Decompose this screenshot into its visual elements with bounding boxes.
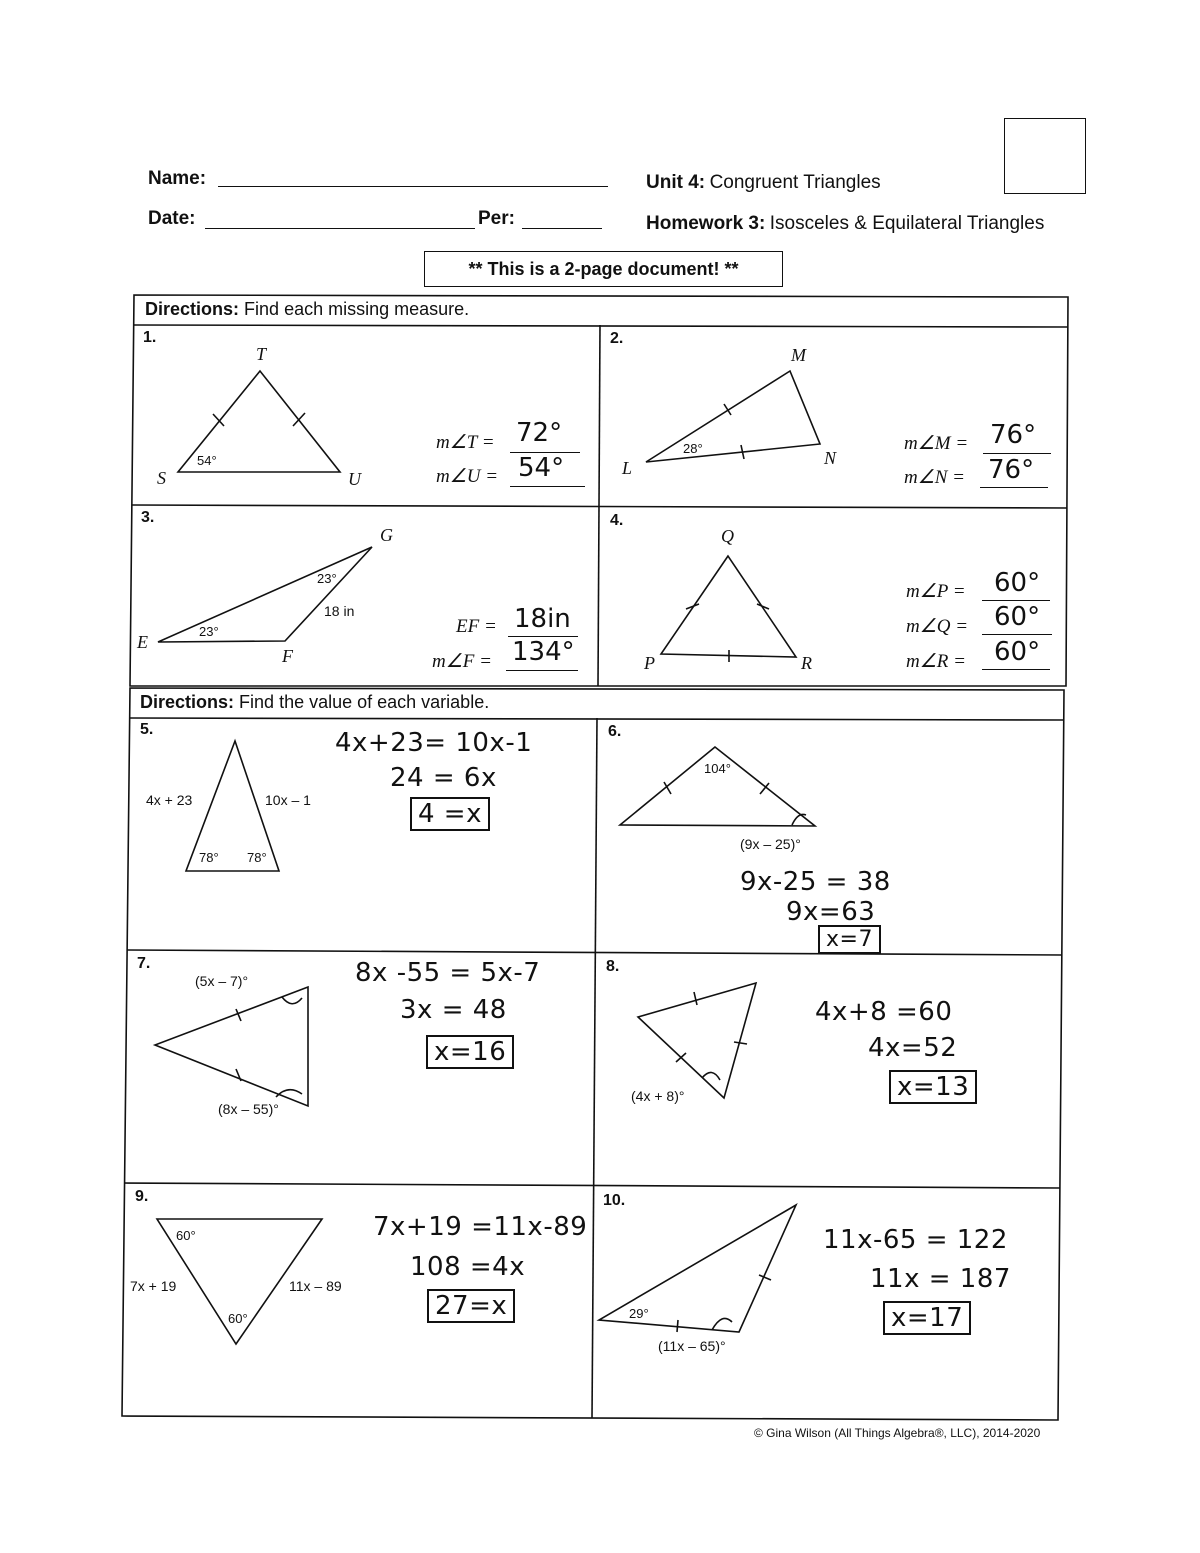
problem-3-answer-2: 134° [512,637,575,667]
directions-2-text: Find the value of each variable. [239,692,490,712]
problem-9-angle-top: 60° [176,1228,196,1243]
problem-2-vertex-n: N [824,448,837,468]
problem-8-answer: x=13 [889,1070,977,1104]
copyright: © Gina Wilson (All Things Algebra®, LLC), 2014-2020 [754,1426,1041,1440]
problem-3-vertex-e: E [137,632,148,652]
problem-7-work-2: 3x = 48 [400,995,507,1025]
problem-1-vertex-s: S [157,468,166,488]
problem-9-side-right: 11x – 89 [289,1278,342,1294]
problem-3-answer-1: 18in [514,604,571,634]
problem-9-answer: 27=x [427,1289,515,1323]
directions-2-label: Directions: [140,692,235,712]
problem-2-vertex-l: L [622,458,633,478]
problem-3-vertex-f: F [282,646,293,666]
problem-3-q2: m∠F = [432,651,492,672]
problem-9-work-1: 7x+19 =11x-89 [373,1212,588,1242]
problem-2-answer-1: 76° [990,420,1037,450]
problem-8-work-1: 4x+8 =60 [815,997,953,1027]
problem-2-number: 2. [610,330,624,347]
problem-1-answer-2: 54° [518,453,565,483]
problem-2-angle-l: 28° [683,441,703,456]
problem-8-angle-exp: (4x + 8)° [631,1088,685,1104]
unit-label: Unit 4: [646,172,706,193]
problem-1-q2: m∠U = [436,466,499,487]
problem-4-answer-1: 60° [994,568,1041,598]
problem-3-vertex-g: G [380,525,393,545]
problem-7-angle-top: (5x – 7)° [195,973,249,989]
problem-5-side-left: 4x + 23 [146,792,193,808]
unit-title: Congruent Triangles [709,172,881,193]
problem-4-q3: m∠R = [906,651,966,672]
problem-7-answer: x=16 [426,1035,514,1069]
problem-1-angle-s: 54° [197,453,217,468]
name-label: Name: [148,168,207,189]
problem-9-number: 9. [135,1188,149,1205]
problem-4-q1: m∠P = [906,581,966,602]
problem-3-number: 3. [141,509,155,526]
problem-10-number: 10. [603,1192,626,1209]
problem-10-work-2: 11x = 187 [870,1264,1011,1294]
problem-1-number: 1. [143,329,157,346]
problem-3-angle-g: 23° [317,571,337,586]
problem-7-work-1: 8x -55 = 5x-7 [355,958,541,988]
problem-8-number: 8. [606,958,620,975]
problem-10-angle-left: 29° [629,1306,649,1321]
problem-10-angle-exp: (11x – 65)° [658,1338,726,1354]
problem-9-angle-bottom: 60° [228,1311,248,1326]
problem-6-answer: x=7 [818,925,881,954]
problem-1-vertex-u: U [348,469,361,489]
problem-5-number: 5. [140,721,154,738]
problem-6-angle-top: 104° [704,761,731,776]
problem-5-work-2: 24 = 6x [390,763,497,793]
problem-7-number: 7. [137,955,151,972]
problem-5-side-right: 10x – 1 [265,792,311,808]
problem-6-number: 6. [608,723,622,740]
problem-3-angle-e: 23° [199,624,219,639]
problem-6-work-2: 9x=63 [786,897,876,927]
problem-6-work-1: 9x-25 = 38 [740,867,891,897]
homework-label: Homework 3: [646,213,766,234]
problem-4-number: 4. [610,512,624,529]
problem-2-vertex-m: M [791,345,806,365]
problem-5-answer: 4 =x [410,797,490,831]
problem-5-angle-left: 78° [199,850,219,865]
problem-2-answer-2: 76° [988,455,1035,485]
problem-4-vertex-p: P [644,653,655,673]
per-label: Per: [478,208,515,229]
directions-1-label: Directions: [145,299,240,319]
problem-1-answer-1: 72° [516,418,563,448]
problem-10-work-1: 11x-65 = 122 [823,1225,1008,1255]
problem-9-side-left: 7x + 19 [130,1278,177,1294]
problem-3-q1: EF = [456,616,497,637]
problem-8-work-2: 4x=52 [868,1033,958,1063]
problem-7-angle-bottom: (8x – 55)° [218,1101,279,1117]
problem-2-q2: m∠N = [904,467,965,488]
problem-2-q1: m∠M = [904,433,969,454]
problem-3-side-gf: 18 in [324,603,355,619]
problem-5-angle-right: 78° [247,850,267,865]
problem-9-work-2: 108 =4x [410,1252,526,1282]
problem-4-vertex-r: R [801,653,812,673]
problem-4-q2: m∠Q = [906,616,969,637]
problem-4-vertex-q: Q [721,526,734,546]
problem-5-work-1: 4x+23= 10x-1 [335,728,533,758]
problem-4-answer-3: 60° [994,637,1041,667]
problem-10-answer: x=17 [883,1301,971,1335]
problem-1-vertex-t: T [256,344,267,364]
problem-4-answer-2: 60° [994,602,1041,632]
problem-1-q1: m∠T = [436,432,495,453]
notice-text: ** This is a 2-page document! ** [468,258,739,279]
problem-6-angle-exp: (9x – 25)° [740,836,801,852]
homework-title: Isosceles & Equilateral Triangles [769,213,1045,234]
date-label: Date: [148,208,196,229]
directions-1-text: Find each missing measure. [244,299,470,319]
